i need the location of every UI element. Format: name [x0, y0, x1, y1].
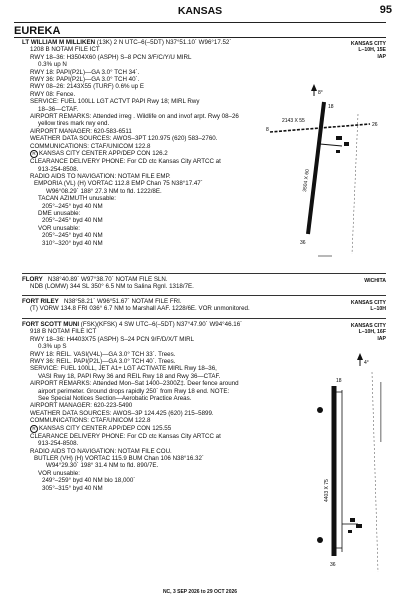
hangar [336, 136, 342, 140]
hangar [356, 524, 362, 528]
eureka-rwy08-26: RWY 08–26: 2143X55 (TURF) 0.6% up E [30, 83, 144, 91]
header-rule [14, 22, 386, 23]
scott-vor-3: 305°–315° byd 40 NM [42, 484, 103, 492]
scott-comms: COMMUNICATIONS: CTAF/UNICOM 122.8 [30, 417, 151, 425]
scott-loc: (FSK)(KFSK) 4 SW UTC–6(–5DT) N37°47.90´ W94°46.16´ [80, 321, 243, 328]
scott-vor-2: 249°–259° byd 40 NM blo 18,000´ [42, 477, 136, 485]
flory-ndb: NDB (LOMW) 344 SL 350° 6.5 NM to Salina Rgnl. 1318/7E. [30, 283, 194, 291]
city-rule [14, 37, 386, 38]
eureka-ref-charts: L–10H, 15E [358, 47, 386, 54]
scott-ref-charts: L–10H, 16F [358, 329, 386, 336]
scott-appdep [22, 425, 242, 433]
footer-dates: NC, 3 SEP 2026 to 29 OCT 2026 [162, 589, 238, 595]
scott-rwy: RWY 18–36: H4403X75 (ASPH) S–24 PCN 9/F/D/X/T MIRL [30, 335, 195, 343]
scott-rwy36: RWY 36: REIL. PAPI(P2L)—GA 3.0° TCH 40´. Trees. [30, 358, 176, 366]
riley-vor: (T) VORW 134.8 FRI 036° 6.7 NM to Marshall AAF. 1228/6E. VOR unmonitored. [30, 305, 250, 313]
eureka-clearance: CLEARANCE DELIVERY PHONE: For CD ctc Kansas City ARTCC at [30, 158, 221, 166]
fence-line [352, 114, 358, 254]
eureka-vor: VOR unusable: [38, 224, 80, 232]
scott-appdep-text: KANSAS CITY CENTER APP/DEP CON 125.55 [39, 424, 172, 432]
riley-refs [351, 300, 386, 313]
eureka-appdep-text: KANSAS CITY CENTER APP/DEP CON 126.2 [39, 150, 168, 158]
eureka-remarks-2: yellow tires mark rwy end. [38, 120, 110, 128]
fence-line [372, 372, 378, 572]
rotating-beacon-icon [317, 407, 323, 413]
eureka-tacan: TACAN AZIMUTH unusable: [38, 195, 116, 203]
scott-rwy-36-label: 36 [330, 562, 336, 568]
eureka-name: LT WILLIAM M MILLIKEN [22, 39, 96, 46]
scott-declination: 4° [364, 360, 369, 366]
scott-ref-iap: IAP [377, 335, 386, 342]
scott-rwy-18-label: 18 [336, 378, 342, 384]
eureka-manager: AIRPORT MANAGER: 620-583-6511 [30, 127, 132, 135]
city-heading: EUREKA [14, 25, 61, 37]
eureka-remarks: AIRPORT REMARKS: Attended irreg . Wildlife on and invof arpt. Rwy 08–26 [30, 113, 239, 121]
scott-runway-length: 4403 X 75 [324, 479, 330, 502]
eureka-weather: WEATHER DATA SOURCES: AWOS–3PT 120.975 (620) 583–2760. [30, 135, 218, 143]
eureka-tacan-2: 205°–245° byd 40 NM [42, 202, 103, 210]
scott-elev: 918 B NOTAM FILE ICT [30, 328, 97, 336]
eureka-airport-diagram [262, 84, 388, 260]
eureka-clearance-2: 913-254-8508. [38, 165, 79, 173]
riley-ref-charts: L–10H [370, 306, 386, 313]
taxiway [320, 144, 342, 146]
rotating-beacon-icon [317, 537, 323, 543]
scott-clearance-2: 913-254-8508. [38, 440, 79, 448]
hangar [344, 142, 349, 146]
eureka-service-2: 18–36—CTAF. [38, 105, 79, 113]
flory-ref: WICHITA [364, 278, 386, 284]
scott-remarks-3: See Special Notices Section—Aerobatic Practice Areas. [38, 395, 192, 403]
scott-chart-refs [351, 323, 386, 342]
rwy-36-label: 36 [300, 240, 306, 246]
eureka-ref-center: KANSAS CITY [350, 41, 386, 47]
scott-name-line [22, 321, 242, 328]
eureka-vor-2: 205°–245° byd 40 NM [42, 232, 103, 240]
eureka-rwy08: RWY 08: Fence. [30, 90, 76, 98]
road [380, 382, 382, 442]
eureka-ref-iap: IAP [377, 53, 386, 60]
scott-ref-center: KANSAS CITY [350, 323, 386, 329]
scott-vor: VOR unusable: [38, 469, 80, 477]
north-arrowhead [311, 84, 317, 91]
rwy-26-label: 26 [372, 122, 378, 128]
section-divider [22, 273, 386, 274]
scott-remarks: AIRPORT REMARKS: Attended Mon–Sat 1400–2300Z‡. Deer fence around [30, 380, 239, 388]
scott-rwy-b: 0.3% up S [38, 343, 67, 351]
riley-name: FORT RILEY [22, 298, 59, 305]
riley-ref-center: KANSAS CITY [350, 300, 386, 306]
eureka-loc: (13K) 2 N UTC–6(–5DT) N37°51.10´ W96°17.52´ [96, 39, 232, 46]
eureka-rwy36: RWY 36: PAPI(P2L)—GA 3.0° TCH 40´. [30, 76, 140, 84]
eureka-dme: DME unusable: [38, 209, 81, 217]
scott-weather: WEATHER DATA SOURCES: AWOS–3P 124.425 (620) 215–5899. [30, 409, 214, 417]
rwy-08-label: 8 [266, 127, 269, 133]
scott-manager: AIRPORT MANAGER: 620-223-5490 [30, 402, 133, 410]
flory-name: FLORY [22, 276, 43, 283]
flory-entry [22, 276, 194, 291]
scott-airport-diagram [284, 352, 388, 582]
riley-loc: N38°58.21´ W96°51.67´ NOTAM FILE FRI. [63, 298, 182, 305]
rwy-18-label: 18 [328, 104, 334, 110]
scott-name: FORT SCOTT MUNI [22, 321, 80, 328]
scott-remarks-2: airport perimeter. Ground drops rapidly 250´ from Rwy 18 end. NOTE: [38, 387, 230, 395]
eureka-navaids: RADIO AIDS TO NAVIGATION: NOTAM FILE EMP. [30, 172, 171, 180]
flory-loc: N38°40.89´ W97°38.70´ NOTAM FILE SLN. [47, 276, 168, 283]
paved-runway-length: 3504 X 60 [302, 168, 311, 193]
scott-vortac-2: W94°29.30´ 198° 31.4 NM to fld. 890/7E. [46, 462, 159, 470]
page-header [0, 0, 400, 22]
radar-icon: R [30, 150, 38, 158]
eureka-chart-refs [351, 41, 386, 60]
eureka-comms: COMMUNICATIONS: CTAF/UNICOM 122.8 [30, 142, 151, 150]
scott-rwy18: RWY 18: REIL. VASI(V4L)—GA 3.0° TCH 33´. Trees. [30, 350, 176, 358]
scott-clearance: CLEARANCE DELIVERY PHONE: For CD ctc Kansas City ARTCC at [30, 432, 221, 440]
eureka-vor-3: 310°–320° byd 40 NM [42, 239, 103, 247]
eureka-name-line [22, 39, 239, 46]
eureka-appdep [22, 150, 239, 158]
eureka-rwy: RWY 18–36: H3504X60 (ASPH) S–8 PCN 3/F/C/Y/U MIRL [30, 53, 192, 61]
eureka-rwy18: RWY 18: PAPI(P2L)—GA 3.0° TCH 34´. [30, 68, 140, 76]
building [348, 530, 352, 533]
flory-name-line [22, 276, 194, 283]
eureka-dme-2: 205°–245° byd 40 NM [42, 217, 103, 225]
riley-entry [22, 298, 250, 313]
turf-runway-length: 2143 X 55 [282, 118, 305, 124]
eureka-rwy-b: 0.3% up N [38, 61, 67, 69]
building [336, 150, 340, 153]
state-title: KANSAS [177, 5, 223, 17]
section-divider [22, 295, 386, 296]
eureka-vortac: EMPORIA (VL) (H) VORTAC 112.8 EMP Chan 75 N38°17.47´ [34, 180, 203, 188]
section-divider [22, 318, 386, 319]
scott-service: SERVICE: FUEL 100LL, JET A1+ LGT ACTIVATE MIRL Rwy 18–36, [30, 365, 217, 373]
eureka-service: SERVICE: FUEL 100LL LGT ACTVT PAPI Rwy 18; MIRL Rwy [30, 98, 200, 106]
scott-navaids: RADIO AIDS TO NAVIGATION: NOTAM FILE COU. [30, 447, 172, 455]
page-number: 95 [379, 4, 392, 16]
eureka-declination: 8° [318, 90, 323, 96]
scott-vortac: BUTLER (VH) (H) VORTAC 115.9 BUM Chan 106 N38°16.32´ [34, 454, 204, 462]
north-arrowhead [357, 353, 363, 360]
scott-entry [22, 321, 242, 492]
scott-service-2: VASI Rwy 18, PAPI Rwy 36 and REIL Rwy 18 and Rwy 36—CTAF. [38, 372, 221, 380]
eureka-vortac-2: W96°08.29´ 188° 27.3 NM to fld. 1222/8E. [46, 187, 162, 195]
hangar [350, 518, 355, 522]
eureka-elev: 1208 B NOTAM FILE ICT [30, 46, 100, 54]
paved-runway [308, 102, 324, 234]
eureka-entry [22, 39, 239, 247]
radar-icon: R [30, 425, 38, 433]
riley-name-line [22, 298, 250, 305]
